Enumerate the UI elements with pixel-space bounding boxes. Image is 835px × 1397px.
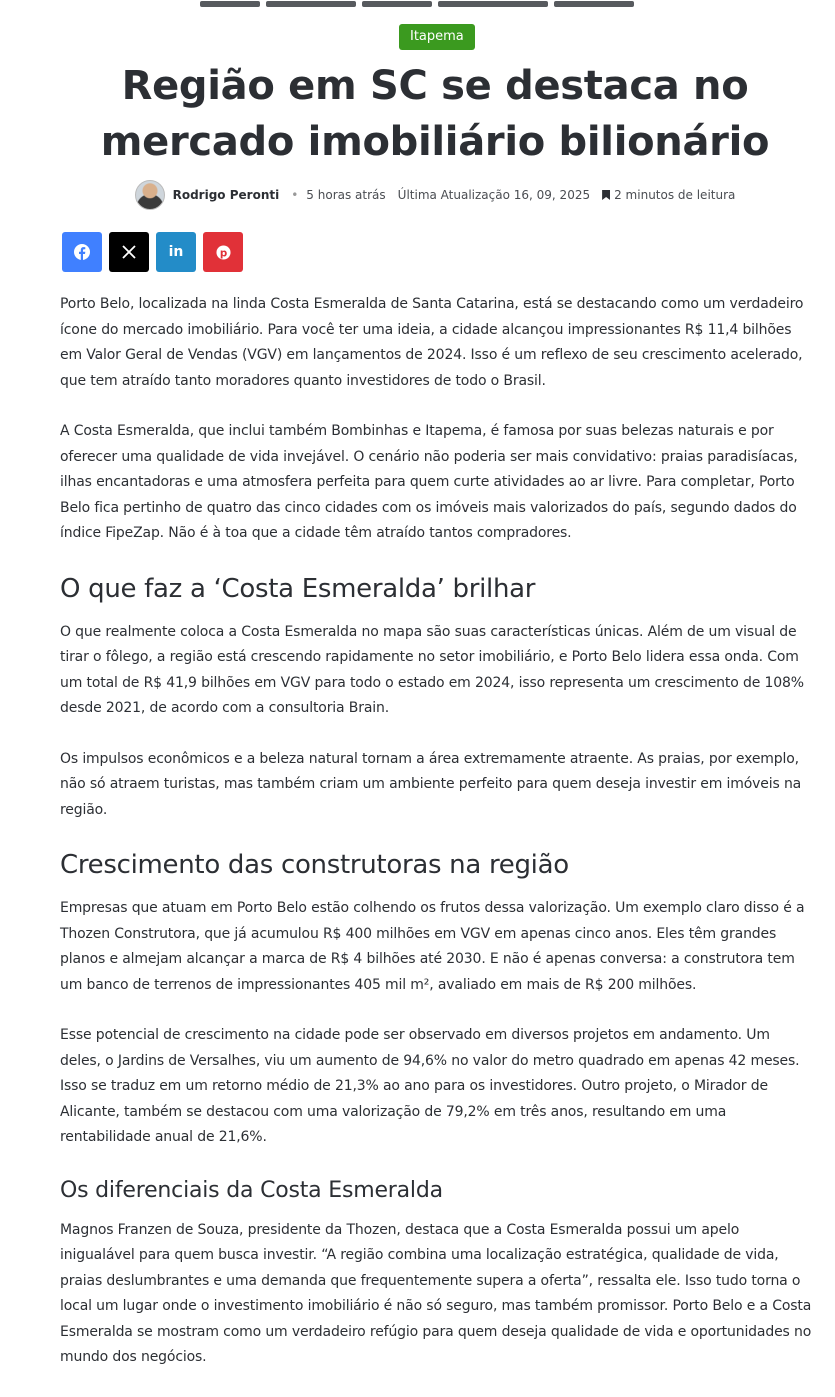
section-heading-1: O que faz a ‘Costa Esmeralda’ brilhar xyxy=(60,573,536,604)
paragraph-6: Esse potencial de crescimento na cidade pode ser observado em diversos projetos em andamento. Um deles, o Jardins de Versalhes, viu um aumento de 94,6% no valor do metro quadrado em apenas 42 meses. Isso se traduz em um retorno médio de 21,3% ao ano para os investidores. Outro projeto, o Mirador de Alicante, também se destacou com uma valorização de 79,2% em três anos, resultando em uma rentabilidade anual de 21,6%. xyxy=(60,1027,800,1145)
facebook-share-button[interactable] xyxy=(62,232,102,272)
cropped-header-text xyxy=(200,0,670,4)
author-avatar[interactable] xyxy=(135,180,165,210)
paragraph-5: Empresas que atuam em Porto Belo estão colhendo os frutos dessa valorização. Um exemplo claro disso é a Thozen Construtora, que já acumulou R$ 400 milhões em VGV em apenas cinco anos. Eles têm grandes planos e almejam alcançar a marca de R$ 4 bilhões até 2030. E não é apenas conversa: a construtora tem um banco de terrenos de impressionantes 405 mil m², avaliado em mais de R$ 200 milhões. xyxy=(60,900,805,993)
paragraph-3: O que realmente coloca a Costa Esmeralda no mapa são suas características únicas. Além de um visual de tirar o fôlego, a região está crescendo rapidamente no setor imobiliário, e Porto Belo lidera essa onda. Com um total de R$ 41,9 bilhões em VGV para todo o estado em 2024, isso representa um crescimento de 108% desde 2021, de acordo com a consultoria Brain. xyxy=(60,623,804,716)
bookmark-icon xyxy=(602,190,610,200)
meta-dot-icon: • xyxy=(291,188,299,202)
paragraph-7: Magnos Franzen de Souza, presidente da Thozen, destaca que a Costa Esmeralda possui um apelo inigualável para quem busca investir. “A região combina uma localização estratégica, qualidade de vida, praias deslumbrantes e uma demanda que frequentemente supera a oferta”, ressalta ele. Isso tudo torna o local um lugar onde o investimento imobiliário é não só seguro, mas também promissor. Porto Belo e a Costa Esmeralda se mostram como um verdadeiro refúgio para quem deseja qualidade de vida e oportunidades no mundo dos negócios. xyxy=(60,1221,812,1365)
reading-time: 2 minutos de leitura xyxy=(614,188,736,202)
article-title: Região em SC se destaca no mercado imobiliário bilionário xyxy=(100,63,770,165)
x-share-button[interactable] xyxy=(109,232,149,272)
article-content xyxy=(60,292,812,1396)
author-name[interactable]: Rodrigo Peronti xyxy=(172,188,280,202)
paragraph-2: A Costa Esmeralda, que inclui também Bombinhas e Itapema, é famosa por suas belezas naturais e por oferecer uma qualidade de vida invejável. O cenário não poderia ser mais convidativo: praias paradisíacas, ilhas encantadoras e uma atmosfera perfeita para quem curte atividades ao ar livre. Para completar, Porto Belo fica pertinho de quatro das cinco cidades com os imóveis mais valorizados do país, segundo dados do índice FipeZap. Não é à toa que a cidade têm atraído tantos compradores. xyxy=(60,423,798,541)
facebook-icon xyxy=(74,244,90,260)
paragraph-1: Porto Belo, localizada na linda Costa Esmeralda de Santa Catarina, está se destacando como um verdadeiro ícone do mercado imobiliário. Para você ter uma ideia, a cidade alcançou impressionantes R$ 11,4 bilhões em Valor Geral de Vendas (VGV) em lançamentos de 2024. Isso é um reflexo de seu crescimento acelerado, que tem atraído tanto moradores quanto investidores de todo o Brasil. xyxy=(60,296,804,389)
x-icon xyxy=(122,245,136,259)
category-badge[interactable]: Itapema xyxy=(399,24,475,50)
share-buttons xyxy=(62,232,243,272)
linkedin-share-button[interactable] xyxy=(156,232,196,272)
svg-text:p: p xyxy=(219,246,227,259)
pinterest-share-button[interactable] xyxy=(203,232,243,272)
section-heading-2: Crescimento das construtoras na região xyxy=(60,850,569,880)
linkedin-icon: in xyxy=(168,244,184,260)
last-update: Última Atualização 16, 09, 2025 xyxy=(397,188,591,202)
pinterest-icon xyxy=(216,245,231,260)
article-meta xyxy=(0,180,835,210)
time-ago: 5 horas atrás xyxy=(306,188,386,202)
paragraph-4: Os impulsos econômicos e a beleza natural tornam a área extremamente atraente. As praias, por exemplo, não só atraem turistas, mas também criam um ambiente perfeito para quem deseja investir em imóveis na região. xyxy=(60,750,802,818)
section-heading-3: Os diferenciais da Costa Esmeralda xyxy=(60,1177,443,1203)
